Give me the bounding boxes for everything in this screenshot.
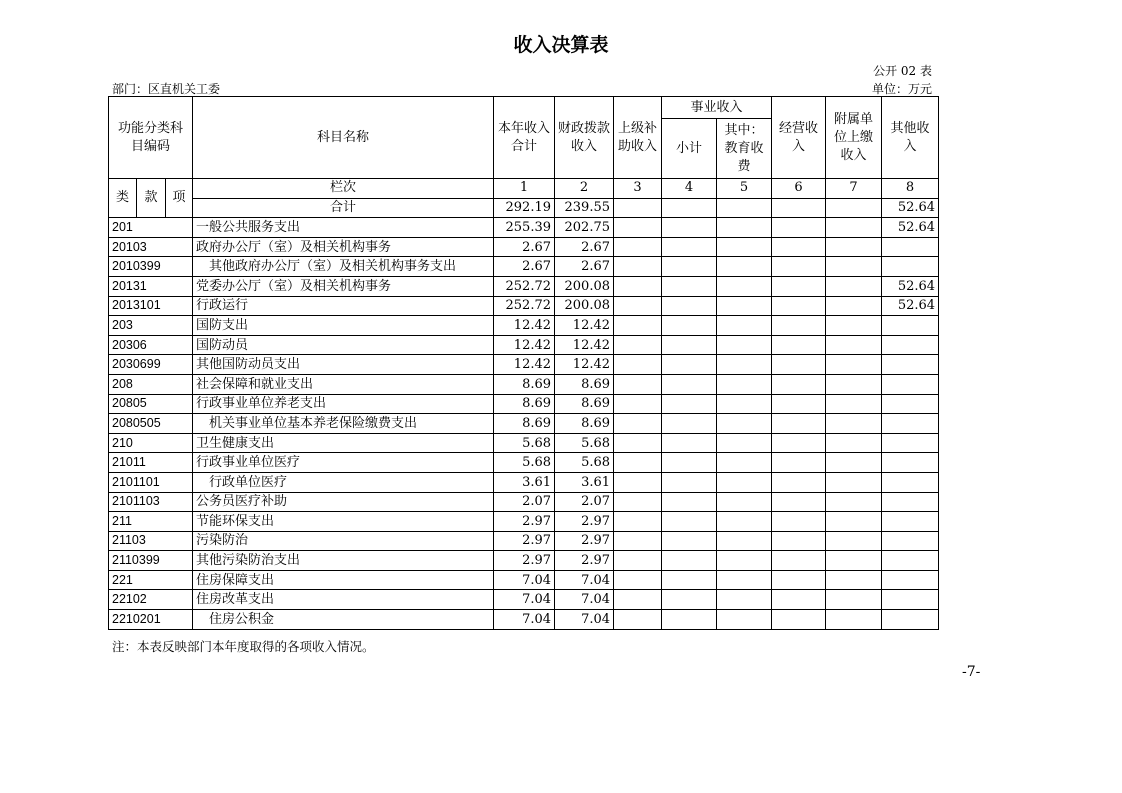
row-superior — [614, 453, 662, 473]
row-fiscal: 2.67 — [555, 257, 614, 277]
total-row — [109, 198, 939, 218]
row-other — [882, 610, 939, 630]
row-other — [882, 590, 939, 610]
total-label: 合计 — [193, 198, 494, 218]
table-row — [109, 394, 939, 414]
row-fiscal: 12.42 — [555, 316, 614, 336]
header-total-income: 本年收入合计 — [494, 97, 555, 179]
row-other — [882, 531, 939, 551]
row-fiscal: 3.61 — [555, 472, 614, 492]
row-operating — [772, 237, 826, 257]
header-lanci: 栏次 — [193, 179, 494, 199]
row-education — [717, 531, 772, 551]
row-career-subtotal — [662, 590, 717, 610]
row-operating — [772, 512, 826, 532]
row-code: 20131 — [109, 276, 193, 296]
row-superior — [614, 414, 662, 434]
row-operating — [772, 316, 826, 336]
row-superior — [614, 374, 662, 394]
row-code: 203 — [109, 316, 193, 336]
row-career-subtotal — [662, 257, 717, 277]
row-career-subtotal — [662, 512, 717, 532]
row-other — [882, 492, 939, 512]
col-number: 8 — [882, 179, 939, 199]
row-career-subtotal — [662, 296, 717, 316]
table-row — [109, 276, 939, 296]
row-other — [882, 374, 939, 394]
row-career-subtotal — [662, 531, 717, 551]
row-total: 2.67 — [494, 257, 555, 277]
row-superior — [614, 394, 662, 414]
col-number: 1 — [494, 179, 555, 199]
row-education — [717, 472, 772, 492]
income-table — [108, 96, 939, 630]
row-other — [882, 414, 939, 434]
row-education — [717, 335, 772, 355]
header-kuan: 款 — [137, 179, 166, 218]
row-fiscal: 2.07 — [555, 492, 614, 512]
row-name: 住房公积金 — [193, 610, 494, 630]
row-superior — [614, 492, 662, 512]
page-title: 收入决算表 — [513, 34, 609, 56]
row-fiscal: 200.08 — [555, 296, 614, 316]
row-fiscal: 2.97 — [555, 551, 614, 571]
row-operating — [772, 433, 826, 453]
row-operating — [772, 472, 826, 492]
row-career-subtotal — [662, 570, 717, 590]
row-fiscal: 5.68 — [555, 433, 614, 453]
row-career-subtotal — [662, 433, 717, 453]
row-affiliated — [826, 394, 882, 414]
row-name: 其他国防动员支出 — [193, 355, 494, 375]
row-career-subtotal — [662, 414, 717, 434]
row-code: 210 — [109, 433, 193, 453]
row-operating — [772, 374, 826, 394]
row-other — [882, 394, 939, 414]
row-other — [882, 316, 939, 336]
row-other — [882, 512, 939, 532]
row-total: 2.07 — [494, 492, 555, 512]
table-row — [109, 492, 939, 512]
total-income-value: 292.19 — [494, 198, 555, 218]
row-other — [882, 472, 939, 492]
row-code: 2210201 — [109, 610, 193, 630]
row-fiscal: 7.04 — [555, 610, 614, 630]
row-operating — [772, 551, 826, 571]
header-func-code: 功能分类科目编码 — [109, 97, 193, 179]
form-number: 公开 02 表 — [873, 64, 932, 78]
row-affiliated — [826, 433, 882, 453]
row-other: 52.64 — [882, 296, 939, 316]
row-name: 国防支出 — [193, 316, 494, 336]
table-row — [109, 453, 939, 473]
row-education — [717, 316, 772, 336]
row-career-subtotal — [662, 551, 717, 571]
row-affiliated — [826, 374, 882, 394]
row-code: 21103 — [109, 531, 193, 551]
table-row — [109, 237, 939, 257]
row-education — [717, 394, 772, 414]
department-label: 部门：区直机关工委 — [112, 82, 221, 96]
row-career-subtotal — [662, 374, 717, 394]
header-operating: 经营收入 — [772, 97, 826, 179]
row-other — [882, 335, 939, 355]
row-other — [882, 551, 939, 571]
row-affiliated — [826, 316, 882, 336]
row-other — [882, 355, 939, 375]
page-number: -7- — [962, 664, 981, 680]
row-operating — [772, 453, 826, 473]
row-name: 一般公共服务支出 — [193, 218, 494, 238]
row-education — [717, 218, 772, 238]
row-code: 2013101 — [109, 296, 193, 316]
row-career-subtotal — [662, 276, 717, 296]
header-superior: 上级补助收入 — [614, 97, 662, 179]
row-name: 党委办公厅（室）及相关机构事务 — [193, 276, 494, 296]
row-fiscal: 2.67 — [555, 237, 614, 257]
col-number: 5 — [717, 179, 772, 199]
row-fiscal: 2.97 — [555, 512, 614, 532]
row-education — [717, 610, 772, 630]
row-operating — [772, 335, 826, 355]
table-row — [109, 472, 939, 492]
row-other: 52.64 — [882, 276, 939, 296]
row-affiliated — [826, 296, 882, 316]
row-superior — [614, 570, 662, 590]
row-operating — [772, 257, 826, 277]
row-education — [717, 414, 772, 434]
row-operating — [772, 218, 826, 238]
row-other — [882, 453, 939, 473]
row-operating — [772, 276, 826, 296]
row-total: 252.72 — [494, 296, 555, 316]
row-code: 21011 — [109, 453, 193, 473]
header-other: 其他收入 — [882, 97, 939, 179]
row-code: 201 — [109, 218, 193, 238]
header-lei: 类 — [109, 179, 137, 218]
row-code: 22102 — [109, 590, 193, 610]
row-superior — [614, 276, 662, 296]
table-row — [109, 296, 939, 316]
row-fiscal: 7.04 — [555, 570, 614, 590]
table-row — [109, 257, 939, 277]
row-total: 8.69 — [494, 394, 555, 414]
row-fiscal: 200.08 — [555, 276, 614, 296]
row-affiliated — [826, 355, 882, 375]
row-operating — [772, 590, 826, 610]
row-other — [882, 570, 939, 590]
row-name: 其他政府办公厅（室）及相关机构事务支出 — [193, 257, 494, 277]
row-education — [717, 237, 772, 257]
row-superior — [614, 335, 662, 355]
row-code: 2101103 — [109, 492, 193, 512]
row-education — [717, 276, 772, 296]
row-name: 污染防治 — [193, 531, 494, 551]
row-career-subtotal — [662, 237, 717, 257]
row-total: 2.97 — [494, 551, 555, 571]
row-fiscal: 8.69 — [555, 374, 614, 394]
row-affiliated — [826, 453, 882, 473]
row-code: 2110399 — [109, 551, 193, 571]
header-career: 事业收入 — [662, 97, 772, 119]
row-affiliated — [826, 472, 882, 492]
row-total: 2.67 — [494, 237, 555, 257]
row-fiscal: 12.42 — [555, 355, 614, 375]
row-total: 8.69 — [494, 374, 555, 394]
row-superior — [614, 512, 662, 532]
row-name: 其他污染防治支出 — [193, 551, 494, 571]
row-fiscal: 202.75 — [555, 218, 614, 238]
row-career-subtotal — [662, 492, 717, 512]
row-total: 12.42 — [494, 355, 555, 375]
table-row — [109, 433, 939, 453]
row-career-subtotal — [662, 316, 717, 336]
row-affiliated — [826, 610, 882, 630]
table-note: 注：本表反映部门本年度取得的各项收入情况。 — [112, 639, 375, 654]
row-affiliated — [826, 414, 882, 434]
col-number: 7 — [826, 179, 882, 199]
row-education — [717, 433, 772, 453]
table-row — [109, 414, 939, 434]
row-superior — [614, 296, 662, 316]
row-superior — [614, 590, 662, 610]
row-operating — [772, 610, 826, 630]
row-education — [717, 257, 772, 277]
row-name: 节能环保支出 — [193, 512, 494, 532]
header-affiliated: 附属单位上缴收入 — [826, 97, 882, 179]
table-row — [109, 355, 939, 375]
row-education — [717, 374, 772, 394]
row-code: 211 — [109, 512, 193, 532]
row-total: 252.72 — [494, 276, 555, 296]
table-row — [109, 335, 939, 355]
row-career-subtotal — [662, 335, 717, 355]
table-row — [109, 374, 939, 394]
row-affiliated — [826, 512, 882, 532]
row-code: 20306 — [109, 335, 193, 355]
row-education — [717, 296, 772, 316]
row-affiliated — [826, 531, 882, 551]
row-affiliated — [826, 218, 882, 238]
row-fiscal: 8.69 — [555, 394, 614, 414]
row-name: 机关事业单位基本养老保险缴费支出 — [193, 414, 494, 434]
row-total: 3.61 — [494, 472, 555, 492]
row-career-subtotal — [662, 472, 717, 492]
row-other: 52.64 — [882, 218, 939, 238]
table-row — [109, 218, 939, 238]
row-code: 2101101 — [109, 472, 193, 492]
row-superior — [614, 433, 662, 453]
row-name: 卫生健康支出 — [193, 433, 494, 453]
col-number: 2 — [555, 179, 614, 199]
row-code: 20103 — [109, 237, 193, 257]
row-name: 行政事业单位养老支出 — [193, 394, 494, 414]
row-name: 国防动员 — [193, 335, 494, 355]
row-fiscal: 12.42 — [555, 335, 614, 355]
row-total: 2.97 — [494, 531, 555, 551]
row-total: 255.39 — [494, 218, 555, 238]
row-name: 行政事业单位医疗 — [193, 453, 494, 473]
total-other-value: 52.64 — [882, 198, 939, 218]
row-name: 住房改革支出 — [193, 590, 494, 610]
row-total: 7.04 — [494, 590, 555, 610]
unit-label: 单位：万元 — [871, 82, 932, 96]
row-fiscal: 5.68 — [555, 453, 614, 473]
col-number: 3 — [614, 179, 662, 199]
row-other — [882, 237, 939, 257]
row-total: 5.68 — [494, 433, 555, 453]
row-operating — [772, 492, 826, 512]
header-fiscal: 财政拨款收入 — [555, 97, 614, 179]
row-education — [717, 590, 772, 610]
row-code: 2080505 — [109, 414, 193, 434]
row-name: 政府办公厅（室）及相关机构事务 — [193, 237, 494, 257]
row-other — [882, 257, 939, 277]
row-education — [717, 570, 772, 590]
header-subtotal: 小计 — [662, 119, 717, 179]
header-xiang: 项 — [166, 179, 193, 218]
row-superior — [614, 237, 662, 257]
row-affiliated — [826, 492, 882, 512]
row-total: 7.04 — [494, 570, 555, 590]
row-name: 社会保障和就业支出 — [193, 374, 494, 394]
row-career-subtotal — [662, 453, 717, 473]
row-superior — [614, 472, 662, 492]
row-education — [717, 551, 772, 571]
row-affiliated — [826, 570, 882, 590]
row-name: 行政运行 — [193, 296, 494, 316]
header-subject-name: 科目名称 — [193, 97, 494, 179]
table-row — [109, 570, 939, 590]
row-affiliated — [826, 237, 882, 257]
row-affiliated — [826, 551, 882, 571]
row-affiliated — [826, 335, 882, 355]
table-row — [109, 590, 939, 610]
row-code: 2010399 — [109, 257, 193, 277]
row-code: 208 — [109, 374, 193, 394]
row-name: 公务员医疗补助 — [193, 492, 494, 512]
row-total: 7.04 — [494, 610, 555, 630]
row-total: 8.69 — [494, 414, 555, 434]
col-number: 4 — [662, 179, 717, 199]
row-education — [717, 512, 772, 532]
table-row — [109, 610, 939, 630]
row-affiliated — [826, 257, 882, 277]
table-row — [109, 512, 939, 532]
row-career-subtotal — [662, 394, 717, 414]
row-other — [882, 433, 939, 453]
row-code: 221 — [109, 570, 193, 590]
table-row — [109, 531, 939, 551]
row-superior — [614, 610, 662, 630]
row-operating — [772, 355, 826, 375]
row-total: 2.97 — [494, 512, 555, 532]
row-operating — [772, 394, 826, 414]
row-affiliated — [826, 590, 882, 610]
row-fiscal: 8.69 — [555, 414, 614, 434]
row-total: 5.68 — [494, 453, 555, 473]
row-code: 2030699 — [109, 355, 193, 375]
col-number: 6 — [772, 179, 826, 199]
row-fiscal: 2.97 — [555, 531, 614, 551]
table-row — [109, 551, 939, 571]
table-row — [109, 316, 939, 336]
row-career-subtotal — [662, 355, 717, 375]
row-superior — [614, 316, 662, 336]
row-operating — [772, 296, 826, 316]
row-fiscal: 7.04 — [555, 590, 614, 610]
row-name: 住房保障支出 — [193, 570, 494, 590]
row-career-subtotal — [662, 218, 717, 238]
row-superior — [614, 531, 662, 551]
row-total: 12.42 — [494, 316, 555, 336]
row-superior — [614, 551, 662, 571]
row-education — [717, 492, 772, 512]
row-superior — [614, 218, 662, 238]
row-superior — [614, 257, 662, 277]
row-education — [717, 453, 772, 473]
header-education: 其中：教育收费 — [717, 119, 772, 179]
row-operating — [772, 570, 826, 590]
row-operating — [772, 414, 826, 434]
row-superior — [614, 355, 662, 375]
row-code: 20805 — [109, 394, 193, 414]
row-name: 行政单位医疗 — [193, 472, 494, 492]
row-total: 12.42 — [494, 335, 555, 355]
row-affiliated — [826, 276, 882, 296]
total-fiscal-value: 239.55 — [555, 198, 614, 218]
row-education — [717, 355, 772, 375]
row-career-subtotal — [662, 610, 717, 630]
row-operating — [772, 531, 826, 551]
